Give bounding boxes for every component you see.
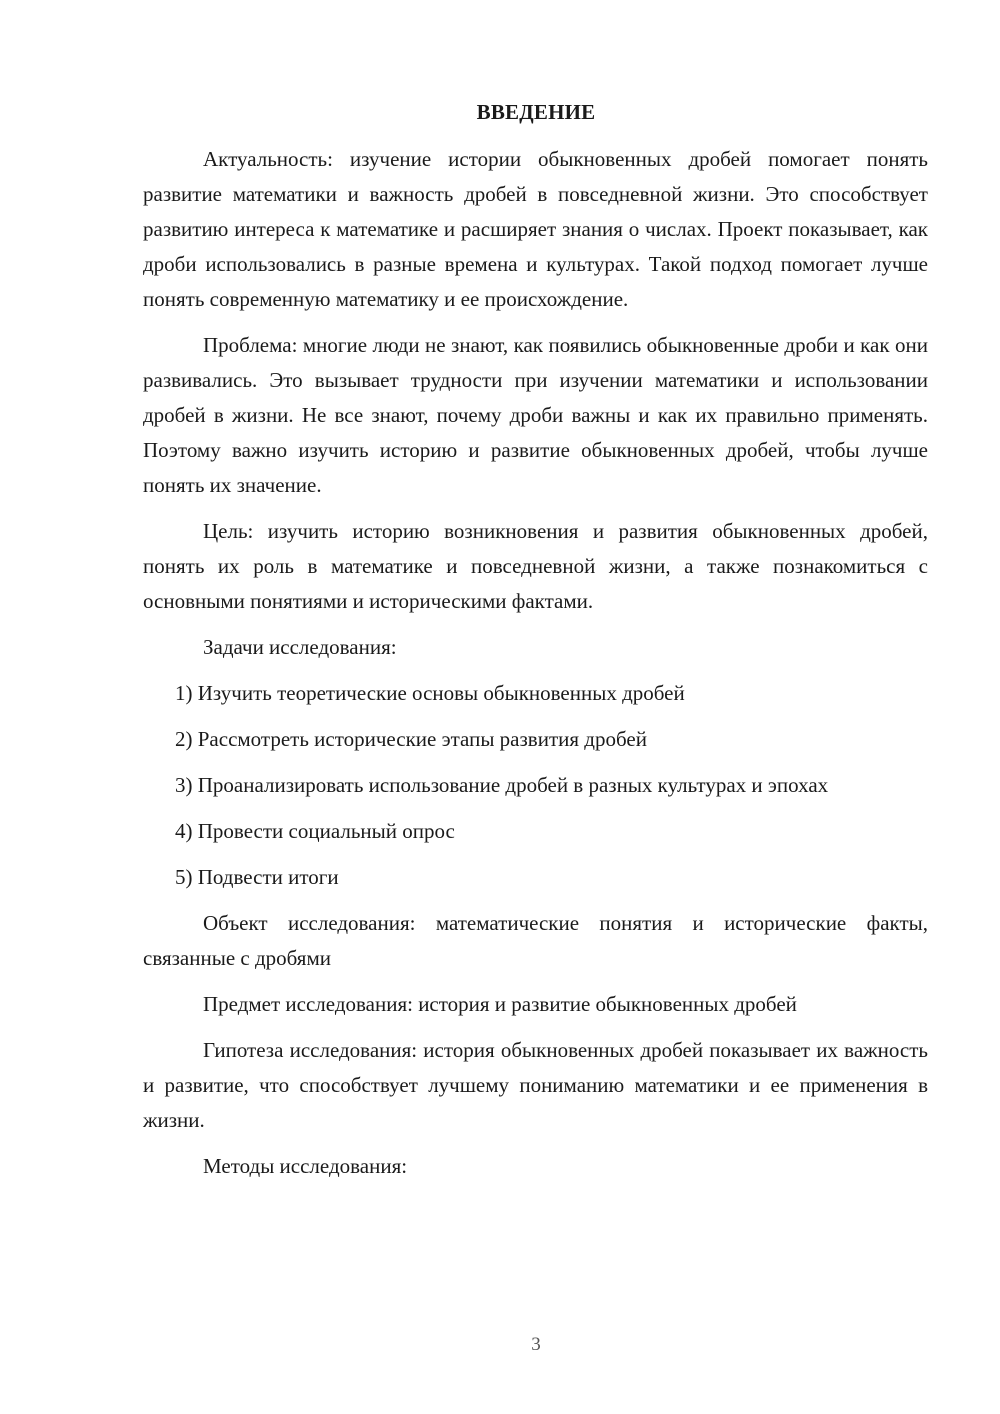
task-item: 4) Провести социальный опрос	[175, 819, 455, 843]
page-title: ВВЕДЕНИЕ	[476, 100, 596, 124]
paragraph-methods: Методы исследования:	[203, 1154, 408, 1178]
task-item: 3) Проанализировать использование дробей в разных культурах и эпохах	[175, 773, 829, 797]
paragraph-object: Объект исследования: математические понятия и исторические факты, связанные с дробями	[143, 911, 928, 970]
paragraph-hypothesis: Гипотеза исследования: история обыкновенных дробей показывает их важность и развитие, что способствует лучшему пониманию математики и ее применения в жизни.	[143, 1038, 928, 1132]
paragraph-problem: Проблема: многие люди не знают, как появились обыкновенные дроби и как они развивались. Это вызывает трудности при изучении математики и использовании дробей в жизни. Не все знают, почему дроби важны и как их правильно применять. Поэтому важно изучить историю и развитие обыкновенных дробей, чтобы лучше понять их значение.	[143, 333, 928, 497]
task-item: 2) Рассмотреть исторические этапы развития дробей	[175, 727, 647, 751]
task-item: 1) Изучить теоретические основы обыкновенных дробей	[175, 681, 685, 705]
paragraph-tasks-heading: Задачи исследования:	[203, 635, 397, 659]
paragraph-goal: Цель: изучить историю возникновения и развития обыкновенных дробей, понять их роль в математике и повседневной жизни, а также познакомиться с основными понятиями и историческими фактами.	[143, 519, 928, 613]
paragraph-relevance: Актуальность: изучение истории обыкновенных дробей помогает понять развитие математики и важность дробей в повседневной жизни. Это способствует развитию интереса к математике и расширяет знания о числах. Проект показывает, как дроби использовались в разные времена и культурах. Такой подход помогает лучше понять современную математику и ее происхождение.	[143, 147, 928, 311]
page-number: 3	[531, 1334, 541, 1355]
paragraph-subject: Предмет исследования: история и развитие обыкновенных дробей	[203, 992, 797, 1016]
task-item: 5) Подвести итоги	[175, 865, 339, 889]
document-body	[143, 142, 928, 1195]
